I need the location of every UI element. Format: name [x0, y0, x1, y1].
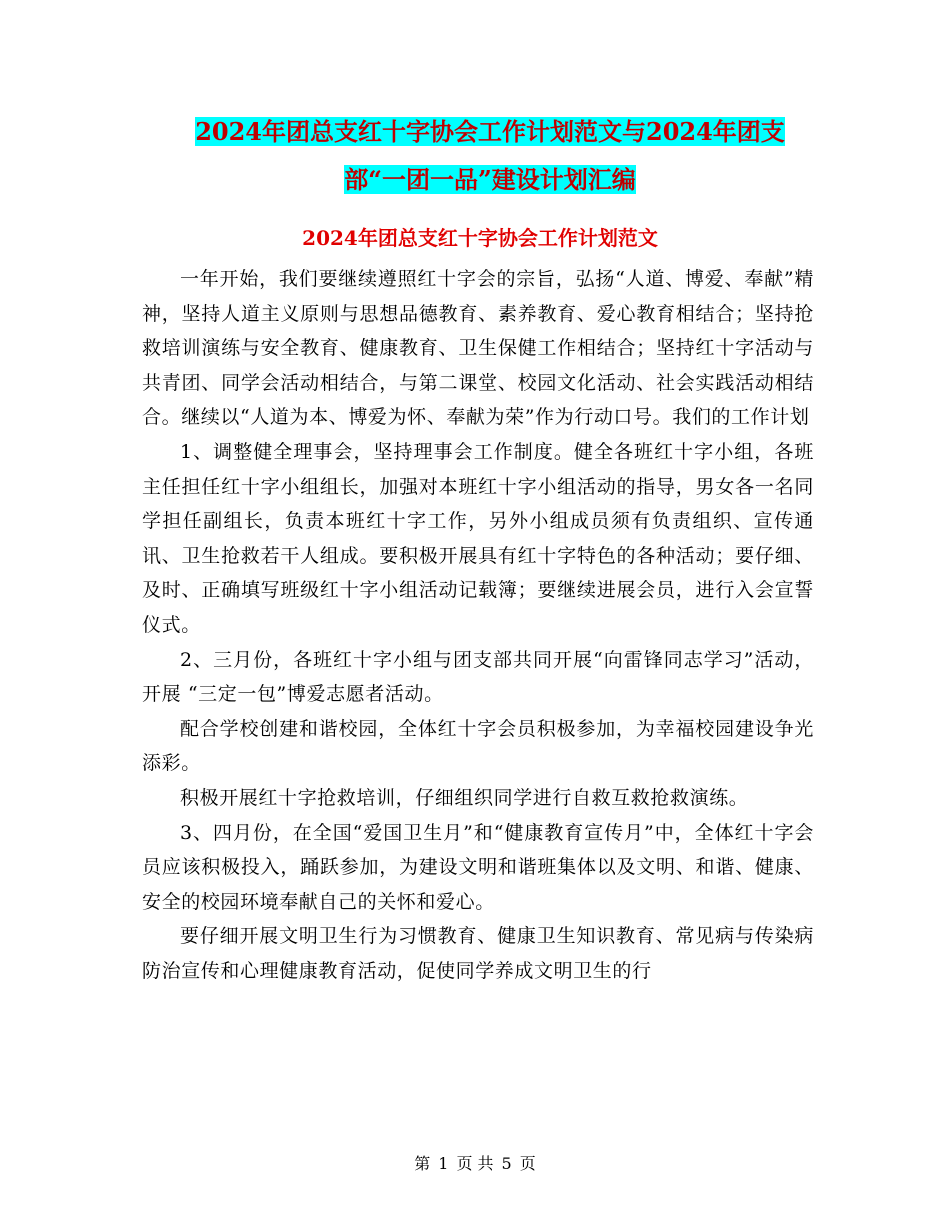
page-label-prefix: 第	[414, 1154, 431, 1173]
paragraph: 3、四月份，在全国“爱国卫生月”和“健康教育宣传月”中，全体红十字会员应该积极投入，踊跃参加，为建设文明和谐班集体以及文明、和谐、健康、安全的校园环境奉献自己的关怀和爱心。	[142, 821, 814, 913]
page-footer	[0, 1152, 950, 1176]
document-title-line-2: 部“一团一品”建设计划汇编	[344, 165, 636, 194]
current-page-number: 1	[438, 1154, 449, 1173]
paragraph: 要仔细开展文明卫生行为习惯教育、健康卫生知识教育、常见病与传染病防治宣传和心理健康教育活动，促使同学养成文明卫生的行	[142, 925, 814, 982]
document-body	[142, 262, 814, 988]
page-label-suffix: 页	[519, 1154, 536, 1173]
section-title: 2024年团总支红十字协会工作计划范文	[302, 226, 658, 250]
paragraph: 1、调整健全理事会，坚持理事会工作制度。健全各班红十字小组，各班主任担任红十字小组组长，加强对本班红十字小组活动的指导，男女各一名同学担任副组长，负责本班红十字工作，另外小组成员须有负责组织、宣传通讯、卫生抢救若干人组成。要积极开展具有红十字特色的各种活动；要仔细、及时、正确填写班级红十字小组活动记载簿；要继续进展会员，进行入会宣誓仪式。	[142, 440, 814, 636]
paragraph: 一年开始，我们要继续遵照红十字会的宗旨，弘扬“人道、博爱、奉献”精神，坚持人道主义原则与思想品德教育、素养教育、爱心教育相结合；坚持抢救培训演练与安全教育、健康教育、卫生保健工作相结合；坚持红十字活动与共青团、同学会活动相结合，与第二课堂、校园文化活动、社会实践活动相结合。继续以“人道为本、博爱为怀、奉献为荣”作为行动口号。我们的工作计划	[142, 268, 814, 429]
paragraph: 2、三月份，各班红十字小组与团支部共同开展“向雷锋同志学习”活动，开展 “三定一包”博爱志愿者活动。	[142, 648, 814, 706]
document-title	[140, 108, 840, 204]
total-pages-number: 5	[501, 1154, 512, 1173]
document-title-line-1: 2024年团总支红十字协会工作计划范文与2024年团支	[195, 117, 785, 146]
paragraph: 积极开展红十字抢救培训，仔细组织同学进行自救互救抢救演练。	[180, 786, 749, 809]
paragraph: 配合学校创建和谐校园，全体红十字会员积极参加，为幸福校园建设争光添彩。	[142, 717, 814, 775]
page-label-mid: 页 共	[456, 1154, 494, 1173]
